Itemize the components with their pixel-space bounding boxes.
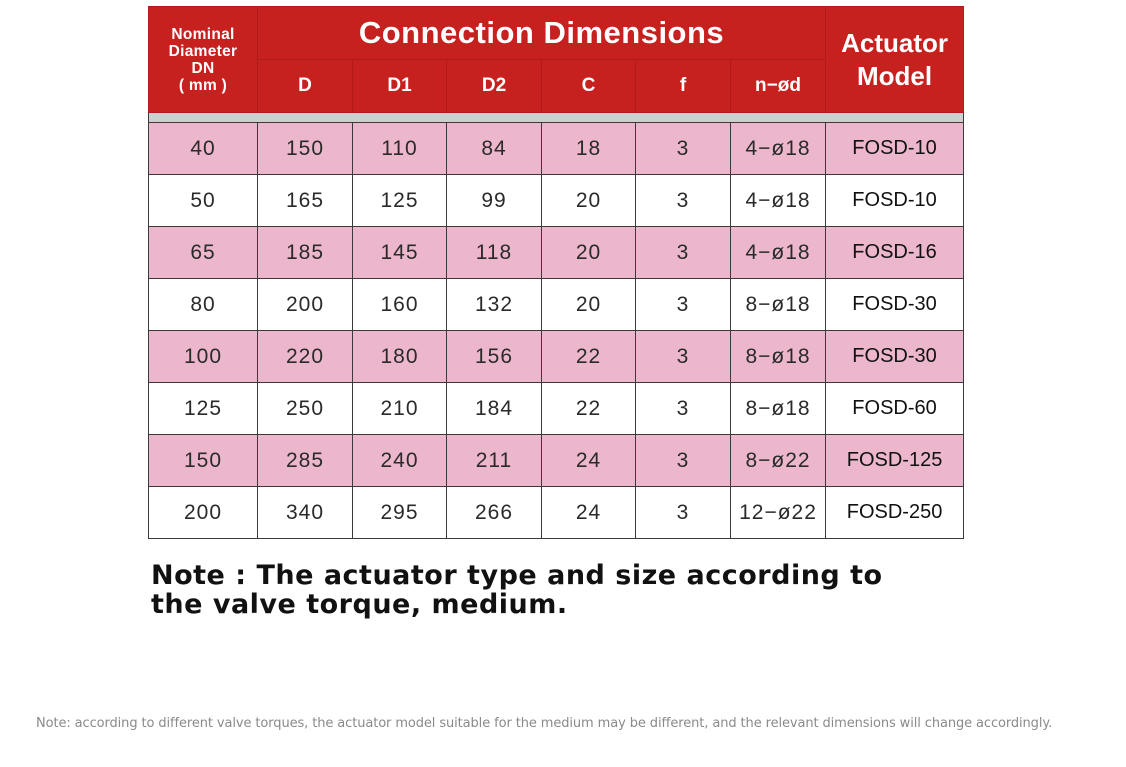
cell-d2: 184	[447, 383, 542, 435]
actuator-note	[151, 561, 1001, 619]
table-row	[149, 487, 964, 539]
table-row	[149, 227, 964, 279]
cell-dn: 65	[149, 227, 258, 279]
cell-dn: 100	[149, 331, 258, 383]
cell-d1: 145	[353, 227, 447, 279]
cell-n-d: 8−ø18	[731, 331, 826, 383]
cell-d: 200	[258, 279, 353, 331]
actuator-note-line-2: the valve torque, medium.	[151, 589, 568, 620]
cell-d2: 156	[447, 331, 542, 383]
cell-c: 24	[542, 435, 636, 487]
header-col-d: D	[258, 60, 353, 113]
cell-d1: 125	[353, 175, 447, 227]
cell-d1: 160	[353, 279, 447, 331]
table-row	[149, 175, 964, 227]
cell-d: 220	[258, 331, 353, 383]
cell-d2: 84	[447, 123, 542, 175]
connection-dimensions-table	[148, 6, 964, 539]
cell-actuator-model: FOSD-250	[826, 487, 964, 539]
cell-actuator-model: FOSD-16	[826, 227, 964, 279]
cell-d2: 211	[447, 435, 542, 487]
cell-c: 24	[542, 487, 636, 539]
actuator-note-line-1: Note : The actuator type and size according to	[151, 560, 883, 591]
header-nominal-diameter	[149, 7, 258, 113]
cell-f: 3	[636, 487, 731, 539]
table-row	[149, 383, 964, 435]
cell-dn: 50	[149, 175, 258, 227]
cell-f: 3	[636, 123, 731, 175]
separator-bar	[149, 113, 964, 123]
header-row-top	[149, 7, 964, 60]
cell-dn: 150	[149, 435, 258, 487]
header-col-d1: D1	[353, 60, 447, 113]
cell-n-d: 8−ø18	[731, 279, 826, 331]
cell-d1: 240	[353, 435, 447, 487]
header-actuator-line-1: Actuator	[841, 27, 948, 58]
footnote: Note: according to different valve torques, the actuator model suitable for the medium may be different, and the relevant dimensions will change accordingly.	[36, 716, 1053, 731]
cell-actuator-model: FOSD-30	[826, 279, 964, 331]
cell-c: 20	[542, 279, 636, 331]
cell-d: 150	[258, 123, 353, 175]
header-separator	[149, 113, 964, 123]
cell-n-d: 8−ø18	[731, 383, 826, 435]
cell-c: 20	[542, 175, 636, 227]
header-actuator-line-2: Model	[856, 60, 933, 91]
cell-n-d: 8−ø22	[731, 435, 826, 487]
header-nominal-line-3: DN	[191, 59, 215, 77]
header-col-f: f	[636, 60, 731, 113]
cell-actuator-model: FOSD-30	[826, 331, 964, 383]
cell-n-d: 12−ø22	[731, 487, 826, 539]
cell-d1: 210	[353, 383, 447, 435]
table-row	[149, 435, 964, 487]
cell-d: 185	[258, 227, 353, 279]
header-connection-dimensions: Connection Dimensions	[258, 7, 826, 60]
cell-actuator-model: FOSD-125	[826, 435, 964, 487]
header-actuator-model	[826, 7, 964, 113]
cell-actuator-model: FOSD-60	[826, 383, 964, 435]
cell-c: 20	[542, 227, 636, 279]
cell-dn: 40	[149, 123, 258, 175]
cell-f: 3	[636, 435, 731, 487]
table-row	[149, 331, 964, 383]
cell-actuator-model: FOSD-10	[826, 123, 964, 175]
cell-actuator-model: FOSD-10	[826, 175, 964, 227]
cell-d: 250	[258, 383, 353, 435]
header-col-d2: D2	[447, 60, 542, 113]
table-row	[149, 279, 964, 331]
cell-c: 18	[542, 123, 636, 175]
cell-d2: 132	[447, 279, 542, 331]
cell-f: 3	[636, 279, 731, 331]
cell-d2: 99	[447, 175, 542, 227]
cell-f: 3	[636, 383, 731, 435]
cell-dn: 80	[149, 279, 258, 331]
cell-c: 22	[542, 383, 636, 435]
cell-f: 3	[636, 331, 731, 383]
cell-dn: 200	[149, 487, 258, 539]
cell-n-d: 4−ø18	[731, 227, 826, 279]
table-row	[149, 123, 964, 175]
cell-d1: 295	[353, 487, 447, 539]
cell-d1: 180	[353, 331, 447, 383]
cell-n-d: 4−ø18	[731, 123, 826, 175]
cell-d2: 266	[447, 487, 542, 539]
header-nominal-line-2: Diameter	[168, 42, 238, 60]
header-nominal-line-1: Nominal	[171, 25, 235, 43]
cell-d1: 110	[353, 123, 447, 175]
cell-n-d: 4−ø18	[731, 175, 826, 227]
cell-d: 165	[258, 175, 353, 227]
header-col-n-d: n−ød	[731, 60, 826, 113]
header-nominal-line-4: ( mm )	[178, 76, 228, 94]
cell-f: 3	[636, 175, 731, 227]
cell-d: 285	[258, 435, 353, 487]
cell-dn: 125	[149, 383, 258, 435]
cell-d: 340	[258, 487, 353, 539]
cell-c: 22	[542, 331, 636, 383]
cell-d2: 118	[447, 227, 542, 279]
connection-dimensions-table-wrapper	[148, 6, 963, 539]
header-col-c: C	[542, 60, 636, 113]
cell-f: 3	[636, 227, 731, 279]
